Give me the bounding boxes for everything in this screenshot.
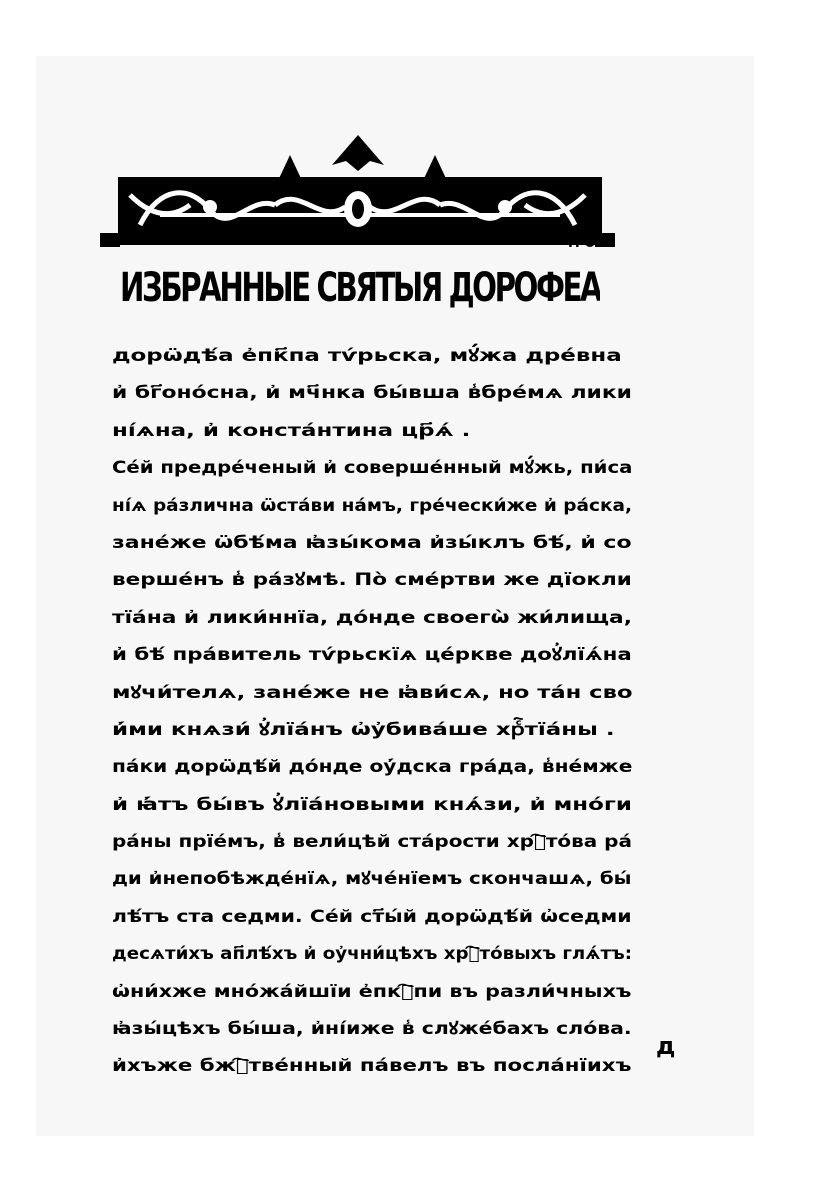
text-line: тїа́на и҆ лики́ннїа, до́нде своегѡ̀ жи́лища, xyxy=(112,607,632,628)
text-line: ꙗ҆зы́цѣхъ бы́ша, и҆ні́иже в̾ слꙋже́бахъ сло́ва. xyxy=(112,1019,632,1040)
body-text xyxy=(112,338,632,1086)
text-line: и҆ бг҃оно́сна, и҆ мч҃нка бы́вша в̾бре́мѧ лики xyxy=(112,383,632,404)
text-line: лѣ́тъ ста седми. Се́й ст҃ы́й дорѡ̈дѣ́й ѡ҆седми xyxy=(112,906,632,927)
text-line: дорѡ̈дѣ́а е҆пк҃па тѵ́рьска, мꙋ́жа дре́вна xyxy=(112,346,622,366)
text-line: па́ки дорѡ̈дѣ́й до́нде оу҆́дска гра́да, в̾не́мже xyxy=(112,757,633,778)
text-line: десѧти́хъ ап҃лѣ́хъ и҆ оу҆чни́цѣхъ хрⷭ҇то́выхъ глѧ́тъ: xyxy=(112,944,632,965)
text-line: ѡ҆ни́хже мно́жа́йшїи е҆пкⷭ҇пи въ разли́чныхъ xyxy=(112,981,632,1002)
page-marker: д xyxy=(656,1032,676,1060)
text-line: и҆хъже бжⷭ҇тве́нный па́велъ въ посла́нїихъ xyxy=(112,1056,632,1077)
ornamental-headpiece-icon xyxy=(100,125,615,250)
text-line: зане́же ѡ̈бѣ́ма ꙗ҆зы́кома и҆зы́клъ бѣ́, и҆ со xyxy=(112,532,632,553)
text-line: и҆ бѣ́ пра́витель тѵ́рьскїѧ це́ркве доꙋ҆лїѧ́на xyxy=(112,645,632,666)
text-line: ні́ѧна, и҆ конста́нтина цр҃ѧ́ . xyxy=(112,420,471,441)
text-line: верше́нъ в̾ ра́зꙋмѣ. По̀ сме́ртви же дїокли xyxy=(112,570,632,591)
text-line: ні́ѧ ра́злична ѡ̈ста́ви на́мъ, гре́чески́же и҆ ра́ска, xyxy=(112,495,633,516)
text-line: и҆ ꙗ҆́тъ бы́въ ꙋ҆лїа́новыми кнѧ́зи, и҆ мно́ги xyxy=(112,794,632,815)
text-line: и҆́ми кнѧзи́ ꙋ҆лїа́нъ ѡ҆у҆бива́ше хрⷭ҇тїа́ны . xyxy=(112,719,615,740)
title-superscript: ТРО xyxy=(566,236,596,251)
text-line: мꙋчи́телѧ, зане́же не ꙗ҆ви́сѧ, но та́н сво xyxy=(112,682,633,703)
page-title: ИЗБРАННЫЕ СВЯТЫЯ ДОРОФЕА xyxy=(120,265,601,311)
text-line: Се́й предре́ченый и҆ соверше́нный мꙋ́жь, пи́са xyxy=(112,458,633,479)
text-line: ди и҆непобѣжде́нїѧ, мꙋче́нїемъ скончашѧ, бы́ xyxy=(112,869,632,890)
text-line: ра́ны прїе́мъ, в̾ вели́цѣй ста́рости хрⷭ҇то́ва ра́ xyxy=(112,832,632,853)
